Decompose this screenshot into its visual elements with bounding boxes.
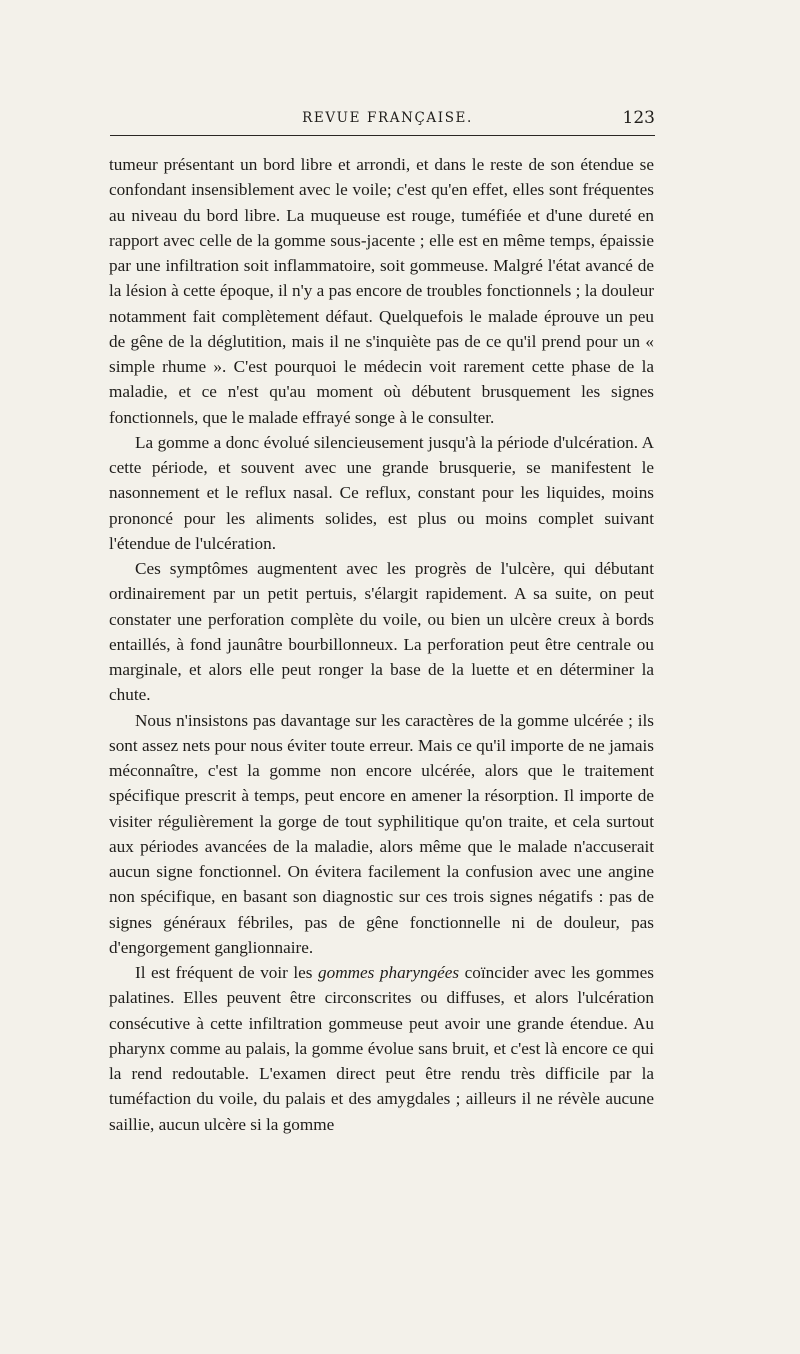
paragraph: Ces symptômes augmentent avec les progrès de l'ulcère, qui débutant ordinairement par un petit pertuis, s'élargit rapidement. A sa suite, on peut constater une perforation complète du voile, ou bien un ulcère creux à bords entaillés, à fond jaunâtre bourbillonneux. La perforation peut être centrale ou marginale, et alors elle peut ronger la base de la luette et en déterminer la chute. <box>109 559 654 705</box>
paragraph-text: Il est fréquent de voir les <box>135 963 319 982</box>
paragraph: Nous n'insistons pas davantage sur les caractères de la gomme ulcérée ; ils sont assez nets pour nous éviter toute erreur. Mais ce qu'il importe de ne jamais méconnaître, c'est la gomme non encore ulcérée, alors que le traitement spécifique prescrit à temps, peut encore en amener la résorption. Il importe de visiter régulièrement la gorge de tout syphilitique qu'on traite, et cela surtout aux périodes avancées de la maladie, alors même que le malade n'accuserait aucun signe fonctionnel. On évitera facilement la confusion avec une angine non spécifique, en basant son diagnostic sur ces trois signes négatifs : pas de signes généraux fébriles, pas de gêne fonctionnelle ni de douleur, pas d'engorgement ganglionnaire. <box>109 710 654 957</box>
running-head <box>120 110 655 134</box>
body-text <box>109 152 654 1137</box>
journal-title: REVUE FRANÇAISE. <box>302 110 473 126</box>
emphasized-term: gommes pharyngées <box>318 963 460 982</box>
header-rule <box>110 135 655 136</box>
paragraph-text: coïncider avec les gommes palatines. Elles peuvent être circonscrites ou diffuses, et alors l'ulcération consécutive à cette infiltration gommeuse peut avoir une grande étendue. Au pharynx comme au palais, la gomme évolue sans bruit, et c'est là encore ce qui la rend redoutable. L'examen direct peut être rendu très difficile par la tuméfaction du voile, du palais et des amygdales ; ailleurs il ne révèle aucune saillie, aucun ulcère si la gomme <box>109 963 654 1134</box>
paragraph: tumeur présentant un bord libre et arrondi, et dans le reste de son étendue se confondant insensiblement avec le voile; c'est qu'en effet, elles sont fréquentes au niveau du bord libre. La muqueuse est rouge, tuméfiée et d'une dureté en rapport avec celle de la gomme sous-jacente ; elle est en même temps, épaissie par une infiltration soit inflammatoire, soit gommeuse. Malgré l'état avancé de la lésion à cette époque, il n'y a pas encore de troubles fonctionnels ; la douleur notamment fait complètement défaut. Quelquefois le malade éprouve un peu de gêne de la déglutition, mais il ne s'inquiète pas de ce qu'il prend pour un « simple rhume ». C'est pourquoi le médecin voit rarement cette phase de la maladie, et ce n'est qu'au moment où débutent brusquement les signes fonctionnels, que le malade effrayé songe à le consulter. <box>109 155 654 427</box>
paragraph <box>109 960 654 1137</box>
paragraph: La gomme a donc évolué silencieusement jusqu'à la période d'ulcération. A cette période, et souvent avec une grande brusquerie, se manifestent le nasonnement et le reflux nasal. Ce reflux, constant pour les liquides, moins prononcé pour les aliments solides, est plus ou moins complet suivant l'étendue de l'ulcération. <box>109 432 654 553</box>
page-number: 123 <box>622 108 655 128</box>
